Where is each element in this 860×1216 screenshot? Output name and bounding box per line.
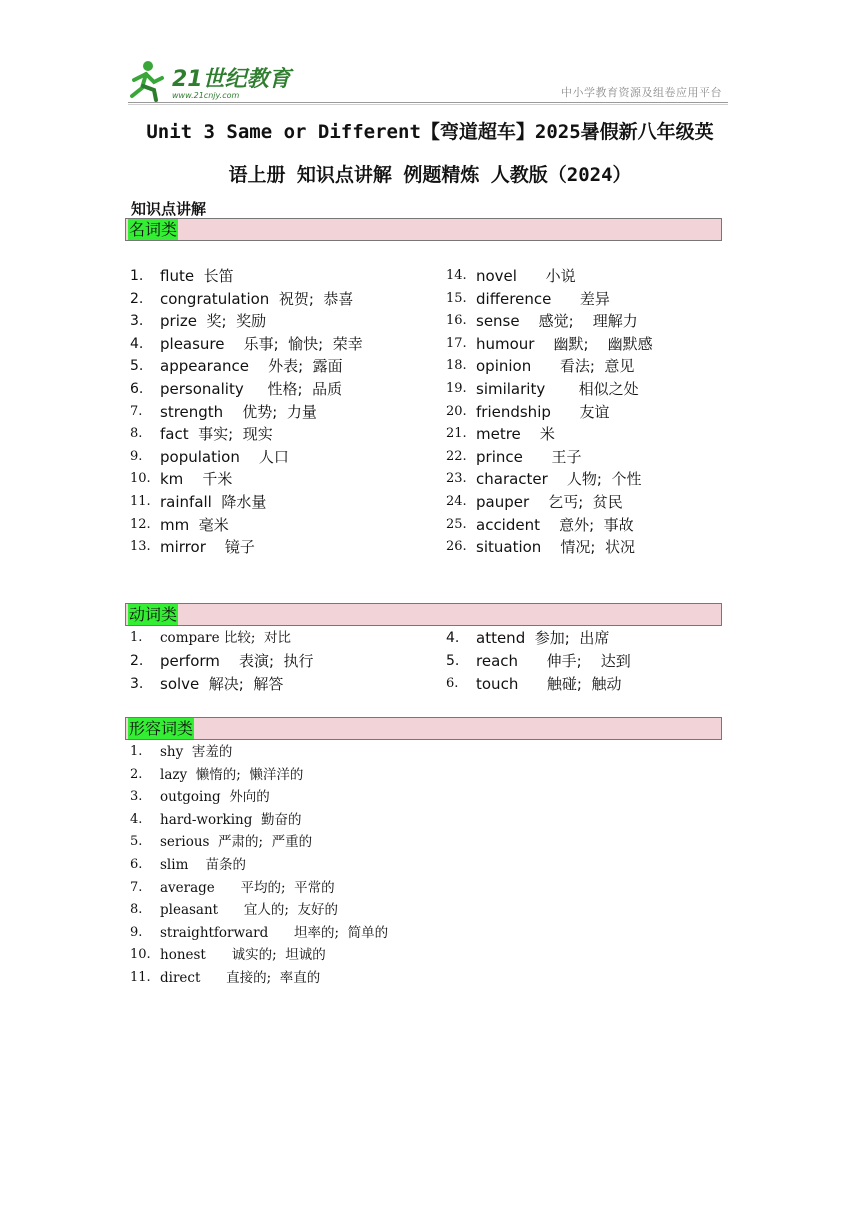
item-number: 16. bbox=[446, 313, 467, 329]
category-box-adjectives bbox=[125, 717, 722, 740]
item-number: 23. bbox=[446, 471, 467, 487]
item-number: 11. bbox=[130, 970, 151, 985]
item-text: mirror 镜子 bbox=[160, 538, 255, 557]
item-text: rainfall 降水量 bbox=[160, 493, 267, 511]
item-text: lazy 懒惰的; 懒洋洋的 bbox=[160, 766, 304, 783]
item-text: accident 意外; 事故 bbox=[476, 515, 634, 534]
item-text: straightforward 坦率的; 简单的 bbox=[160, 924, 389, 941]
item-text: personality 性格; 品质 bbox=[160, 380, 343, 398]
item-number: 20. bbox=[446, 403, 467, 419]
item-text: solve 解决; 解答 bbox=[160, 675, 284, 693]
item-text: situation 情况; 状况 bbox=[476, 538, 635, 557]
item-number: 25. bbox=[446, 516, 467, 532]
item-number: 2. bbox=[130, 290, 144, 307]
item-number: 6. bbox=[446, 676, 459, 691]
item-text: similarity 相似之处 bbox=[476, 380, 639, 398]
item-text: difference 差异 bbox=[476, 289, 610, 308]
item-number: 10. bbox=[130, 947, 151, 963]
item-text: prize 奖; 奖励 bbox=[160, 312, 267, 331]
item-number: 2. bbox=[130, 766, 143, 782]
item-number: 12. bbox=[130, 516, 151, 532]
item-text: pleasure 乐事; 愉快; 荣幸 bbox=[160, 334, 363, 353]
item-text: honest 诚实的; 坦诚的 bbox=[160, 947, 326, 964]
item-number: 10. bbox=[130, 471, 151, 487]
item-number: 19. bbox=[446, 381, 467, 396]
item-text: shy 害羞的 bbox=[160, 744, 233, 760]
logo-21cnjy bbox=[128, 58, 298, 102]
item-number: 3. bbox=[130, 313, 144, 330]
category-label-nouns: 名词类 bbox=[129, 220, 178, 239]
section-heading: 知识点讲解 bbox=[131, 200, 207, 218]
item-number: 15. bbox=[446, 290, 467, 306]
item-number: 7. bbox=[130, 879, 143, 895]
item-number: 24. bbox=[446, 494, 467, 509]
item-number: 9. bbox=[130, 924, 143, 940]
item-text: novel 小说 bbox=[476, 267, 576, 285]
item-text: direct 直接的; 率直的 bbox=[160, 970, 321, 986]
item-number: 14. bbox=[446, 268, 467, 283]
item-number: 6. bbox=[130, 381, 144, 397]
item-number: 4. bbox=[130, 811, 143, 827]
page-title-line1: Unit 3 Same or Different【弯道超车】2025暑假新八年级英 bbox=[146, 121, 714, 143]
item-number: 4. bbox=[446, 630, 460, 646]
item-text: attend 参加; 出席 bbox=[476, 629, 610, 647]
item-text: touch 触碰; 触动 bbox=[476, 675, 622, 693]
item-text: mm 毫米 bbox=[160, 515, 229, 534]
item-text: character 人物; 个性 bbox=[476, 470, 642, 489]
item-text: serious 严肃的; 严重的 bbox=[160, 834, 313, 851]
item-number: 9. bbox=[130, 448, 143, 464]
item-number: 2. bbox=[130, 653, 144, 669]
item-text: km 千米 bbox=[160, 470, 233, 489]
platform-text: 中小学教育资源及组卷应用平台 bbox=[561, 86, 722, 99]
item-text: strength 优势; 力量 bbox=[160, 402, 317, 421]
item-number: 3. bbox=[130, 789, 143, 805]
item-number: 26. bbox=[446, 539, 467, 555]
item-number: 3. bbox=[130, 676, 144, 692]
item-text: pleasant 宜人的; 友好的 bbox=[160, 902, 338, 919]
category-box-verbs bbox=[125, 603, 722, 626]
item-text: sense 感觉; 理解力 bbox=[476, 312, 638, 331]
item-number: 1. bbox=[130, 268, 144, 284]
item-number: 22. bbox=[446, 448, 467, 464]
item-text: flute 长笛 bbox=[160, 267, 234, 285]
item-number: 5. bbox=[446, 653, 460, 669]
item-number: 1. bbox=[130, 744, 143, 759]
item-text: metre 米 bbox=[476, 425, 555, 444]
item-number: 6. bbox=[130, 857, 143, 872]
item-text: hard-working 勤奋的 bbox=[160, 811, 302, 828]
item-number: 7. bbox=[130, 403, 143, 419]
item-text: perform 表演; 执行 bbox=[160, 652, 314, 670]
item-number: 17. bbox=[446, 335, 467, 351]
item-number: 21. bbox=[446, 426, 467, 442]
item-text: compare 比较; 对比 bbox=[160, 630, 292, 646]
logo-url: www.21cnjy.com bbox=[172, 91, 240, 100]
item-number: 18. bbox=[446, 358, 467, 374]
page-header bbox=[128, 58, 728, 108]
item-text: average 平均的; 平常的 bbox=[160, 879, 335, 896]
category-box-nouns bbox=[125, 218, 722, 241]
item-number: 8. bbox=[130, 426, 143, 442]
item-text: opinion 看法; 意见 bbox=[476, 357, 635, 376]
item-text: prince 王子 bbox=[476, 447, 582, 466]
item-text: pauper 乞丐; 贫民 bbox=[476, 493, 623, 511]
item-number: 1. bbox=[130, 630, 143, 645]
item-text: friendship 友谊 bbox=[476, 402, 610, 421]
item-number: 5. bbox=[130, 358, 144, 375]
page-title-line2: 语上册 知识点讲解 例题精炼 人教版（2024） bbox=[228, 164, 632, 186]
category-label-adjectives: 形容词类 bbox=[129, 719, 194, 738]
item-number: 4. bbox=[130, 335, 144, 352]
item-text: appearance 外表; 露面 bbox=[160, 357, 343, 376]
header-divider bbox=[128, 102, 728, 103]
item-number: 5. bbox=[130, 834, 143, 850]
item-text: humour 幽默; 幽默感 bbox=[476, 334, 653, 353]
item-text: congratulation 祝贺; 恭喜 bbox=[160, 289, 354, 308]
item-number: 8. bbox=[130, 902, 143, 918]
category-label-verbs: 动词类 bbox=[129, 605, 178, 624]
item-number: 11. bbox=[130, 494, 151, 509]
header-divider-secondary bbox=[128, 104, 728, 105]
item-text: fact 事实; 现实 bbox=[160, 425, 273, 444]
logo-text: 21世纪教育 bbox=[172, 67, 291, 92]
item-text: slim 苗条的 bbox=[160, 857, 247, 873]
item-text: outgoing 外向的 bbox=[160, 789, 270, 806]
item-number: 13. bbox=[130, 539, 151, 555]
item-text: reach 伸手; 达到 bbox=[476, 652, 631, 670]
item-text: population 人口 bbox=[160, 447, 289, 466]
